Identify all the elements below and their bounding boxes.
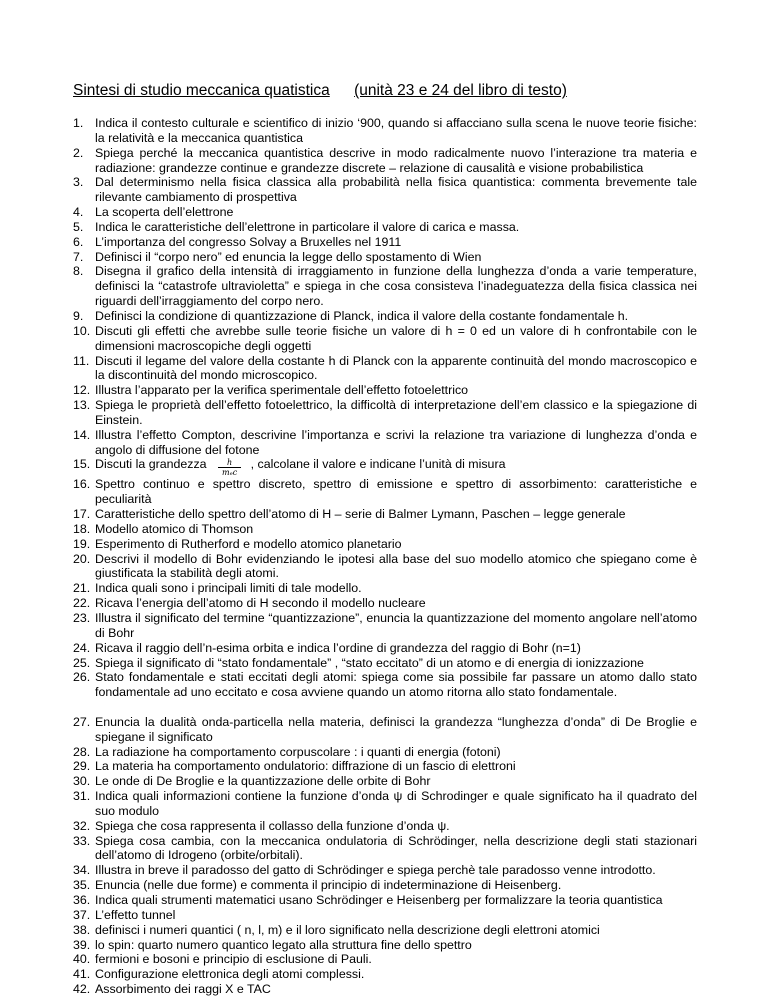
item-number: 41.: [73, 967, 91, 982]
item-text: Modello atomico di Thomson: [95, 521, 254, 536]
list-item: [73, 537, 697, 552]
list-item: [73, 581, 697, 596]
item-number: 31.: [73, 789, 91, 804]
item-text: Discuti il legame del valore della costante h di Planck con la apparente continuità del mondo macroscopico e la discontinuità del mondo microscopico.: [95, 353, 697, 383]
item-number: 19.: [73, 536, 91, 551]
item-text: Illustra in breve il paradosso del gatto di Schrödinger e spiega perchè tale paradosso venne introdotto.: [95, 863, 656, 878]
question-list: [73, 116, 697, 997]
fraction-formula: [218, 458, 241, 477]
item-text: Enuncia (nelle due forme) e commenta il principio di indeterminazione di Heisenberg.: [95, 878, 562, 893]
list-item: [73, 789, 697, 819]
item-number: 42.: [73, 982, 91, 997]
list-item: [73, 715, 697, 745]
item-number: 8.: [73, 264, 84, 279]
item-number: 21.: [73, 581, 91, 596]
item-text: Ricava l’energia dell’atomo di H secondo il modello nucleare: [95, 596, 426, 611]
item-text: Descrivi il modello di Bohr evidenziando le ipotesi alla base del suo modello atomico che spiegano come è giustificata la stabilità degli atomi.: [95, 551, 697, 581]
item-number: 28.: [73, 744, 91, 759]
list-item: [73, 309, 697, 324]
list-item: [73, 457, 697, 477]
item-text: Spettro continuo e spettro discreto, spettro di emissione e spettro di assorbimento: caratteristiche e peculiarità: [95, 477, 697, 507]
list-item: [73, 250, 697, 265]
item-text: Spiega il significato di “stato fondamentale” , “stato eccitato” di un atomo e di energia di ionizzazione: [95, 655, 644, 670]
list-item: [73, 611, 697, 641]
item-text: L’importanza del congresso Solvay a Bruxelles nel 1911: [95, 234, 402, 249]
list-item: [73, 220, 697, 235]
list-item: [73, 507, 697, 522]
item-text: Discuti gli effetti che avrebbe sulle teorie fisiche un valore di h = 0 ed un valore di h confrontabile con le dimensioni macroscopiche degli oggetti: [95, 323, 697, 353]
item-number: 4.: [73, 205, 84, 220]
item-number: 16.: [73, 477, 91, 492]
item-number: 38.: [73, 922, 91, 937]
item-number: 18.: [73, 521, 91, 536]
item-text: Ricava il raggio dell’n-esima orbita e indica l’ordine di grandezza del raggio di Bohr (n=1): [95, 640, 581, 655]
list-item: [73, 354, 697, 384]
item-number: 14.: [73, 427, 91, 442]
item-number: 5.: [73, 219, 84, 234]
item-text-post: , calcolane il valore e indicane l’unità di misura: [247, 457, 506, 472]
item-text-pre: Discuti la grandezza: [95, 457, 211, 472]
item-text: L’effetto tunnel: [95, 907, 176, 922]
item-number: 2.: [73, 145, 84, 160]
item-text: Illustra l’apparato per la verifica sperimentale dell’effetto fotoelettrico: [95, 383, 469, 398]
item-text: La radiazione ha comportamento corpuscolare : i quanti di energia (fotoni): [95, 744, 501, 759]
item-number: 30.: [73, 774, 91, 789]
item-text: Indica quali informazioni contiene la funzione d’onda ψ di Schrodinger e quale significato ha il quadrato del suo modulo: [95, 789, 697, 818]
item-text: La materia ha comportamento ondulatorio: diffrazione di un fascio di elettroni: [95, 759, 516, 774]
item-number: 10.: [73, 323, 91, 338]
item-number: 39.: [73, 937, 91, 952]
list-item: [73, 146, 697, 176]
item-number: 22.: [73, 596, 91, 611]
list-item: [73, 893, 697, 908]
item-number: 12.: [73, 383, 91, 398]
item-number: 6.: [73, 234, 84, 249]
item-number: 32.: [73, 818, 91, 833]
list-item: [73, 641, 697, 656]
document-title: [73, 82, 567, 100]
item-text: Definisci il “corpo nero” ed enuncia la legge dello spostamento di Wien: [95, 249, 482, 264]
item-text: Indica quali sono i principali limiti di tale modello.: [95, 581, 362, 596]
item-text: Indica quali strumenti matematici usano Schrödinger e Heisenberg per formalizzare la teoria quantistica: [95, 892, 663, 907]
item-number: 3.: [73, 175, 84, 190]
item-text: lo spin: quarto numero quantico legato alla struttura fine dello spettro: [95, 937, 472, 952]
item-number: 24.: [73, 640, 91, 655]
item-text: definisci i numeri quantici ( n, l, m) e il loro significato nella descrizione degli elettroni atomici: [95, 922, 600, 937]
item-text: Configurazione elettronica degli atomi complessi.: [95, 967, 365, 982]
list-item: [73, 759, 697, 774]
item-text: Illustra il significato del termine “quantizzazione”, enuncia la quantizzazione del momento angolare nell’atomo di Bohr: [95, 611, 697, 640]
list-item: [73, 967, 697, 982]
item-text: fermioni e bosoni e principio di esclusione di Pauli.: [95, 952, 372, 967]
item-number: 37.: [73, 907, 91, 922]
list-item: [73, 745, 697, 760]
list-item: [73, 383, 697, 398]
item-text: Spiega perché la meccanica quantistica descrive in modo radicalmente nuovo l’interazione tra materia e radiazione: grandezze continue e grandezze discrete – relazione di causalità e visione probabilistica: [95, 145, 697, 175]
list-item: [73, 863, 697, 878]
item-number: 11.: [73, 353, 90, 368]
item-text: Le onde di De Broglie e la quantizzazione delle orbite di Bohr: [95, 774, 431, 789]
item-text: Caratteristiche dello spettro dell’atomo di H – serie di Balmer Lymann, Paschen – legge generale: [95, 507, 626, 522]
item-number: 33.: [73, 833, 91, 848]
item-number: 15.: [73, 457, 91, 472]
item-number: 1.: [73, 116, 84, 130]
item-text: Disegna il grafico della intensità di irraggiamento in funzione della lunghezza d’onda a varie temperature, definisci la “catastrofe ultravioletta” e spiega in che cosa consisteva l’inadeguatezza della fisica classica nei riguardi dell’irraggiamento del corpo nero.: [95, 264, 697, 309]
item-number: 26.: [73, 670, 91, 685]
item-number: 27.: [73, 714, 91, 729]
item-text: Spiega che cosa rappresenta il collasso della funzione d’onda ψ.: [95, 818, 450, 833]
item-number: 9.: [73, 308, 84, 323]
list-item: [73, 952, 697, 967]
list-item: [73, 175, 697, 205]
item-text: Spiega cosa cambia, con la meccanica ondulatoria di Schrödinger, nella descrizione degli stati stazionari dell’atomo di Idrogeno (orbite/orbitali).: [95, 833, 697, 863]
list-item: [73, 398, 697, 428]
item-number: 25.: [73, 655, 91, 670]
list-item: [73, 477, 697, 507]
title-subtitle: (unità 23 e 24 del libro di testo): [354, 82, 567, 99]
item-text: Assorbimento dei raggi X e TAC: [95, 982, 271, 997]
list-item: [73, 670, 697, 700]
fraction-denominator: mₑc: [218, 467, 241, 477]
item-text: [95, 457, 697, 477]
title-main: Sintesi di studio meccanica quatistica: [73, 82, 330, 99]
list-item: [73, 264, 697, 309]
item-number: 17.: [73, 507, 91, 522]
list-item: [73, 908, 697, 923]
item-text: Definisci la condizione di quantizzazione di Planck, indica il valore della costante fondamentale h.: [95, 308, 629, 323]
list-item: [73, 656, 697, 671]
item-number: 13.: [73, 398, 91, 413]
item-text: Indica le caratteristiche dell’elettrone in particolare il valore di carica e massa.: [95, 219, 520, 234]
fraction-numerator: h: [227, 458, 233, 468]
list-item: [73, 324, 697, 354]
item-number: 35.: [73, 878, 91, 893]
item-number: 36.: [73, 892, 91, 907]
list-item: [73, 819, 697, 834]
list-item: [73, 235, 697, 250]
list-item: [73, 552, 697, 582]
item-text: Stato fondamentale e stati eccitati degli atomi: spiega come sia possibile far passare un atomo dallo stato fondamentale ad uno eccitato e cosa avviene quando un atomo ritorna allo stato fondamentale.: [95, 670, 697, 700]
list-item: [73, 938, 697, 953]
list-item: [73, 596, 697, 611]
list-item: [73, 774, 697, 789]
item-number: 23.: [73, 611, 91, 625]
item-number: 34.: [73, 863, 91, 878]
item-text: Spiega le proprietà dell’effetto fotoelettrico, la difficoltà di interpretazione dell’em classico e la spiegazione di Einstein.: [95, 398, 697, 427]
item-text: Illustra l’effetto Compton, descrivine l’importanza e scrivi la relazione tra variazione di lunghezza d’onda e angolo di diffusione del fotone: [95, 427, 697, 457]
item-text: Indica il contesto culturale e scientifico di inizio ‘900, quando si affacciano sulla scena le nuove teorie fisiche: la relatività e la meccanica quantistica: [95, 116, 697, 145]
list-item: [73, 878, 697, 893]
item-number: 40.: [73, 952, 91, 967]
list-item: [73, 205, 697, 220]
item-text: Dal determinismo nella fisica classica alla probabilità nella fisica quantistica: commenta brevemente tale rilevante cambiamento di prospettiva: [95, 175, 697, 205]
list-item: [73, 923, 697, 938]
item-number: 20.: [73, 551, 91, 566]
item-text: Esperimento di Rutherford e modello atomico planetario: [95, 536, 402, 551]
item-text: Enuncia la dualità onda-particella nella materia, definisci la grandezza “lunghezza d’onda” di De Broglie e spiegane il significato: [95, 714, 697, 744]
list-item: [73, 982, 697, 997]
list-item: [73, 834, 697, 864]
list-item: [73, 522, 697, 537]
list-item: [73, 428, 697, 458]
item-text: La scoperta dell’elettrone: [95, 205, 234, 220]
item-number: 29.: [73, 759, 91, 774]
item-number: 7.: [73, 249, 84, 264]
list-item: [73, 116, 697, 146]
